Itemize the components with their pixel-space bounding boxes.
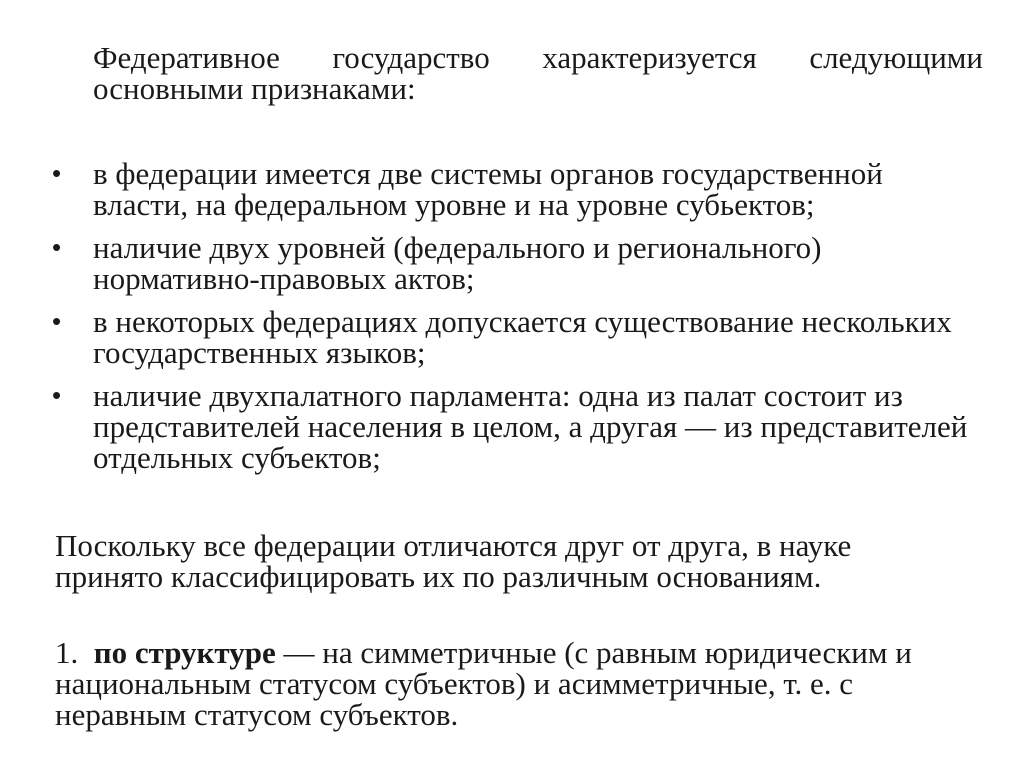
structure-paragraph — [55, 637, 975, 730]
list-item — [0, 232, 983, 294]
list-item — [0, 158, 983, 220]
bullet-icon: • — [52, 158, 62, 188]
bullet-icon: • — [52, 306, 62, 336]
list-item-text: наличие двухпалатного парламента: одна из палат состоит из представителей населения в целом, а другая — из представителей отдельных субъектов; — [93, 378, 968, 475]
bold-term: по структуре — [93, 635, 276, 670]
item-number: 1. — [55, 635, 79, 670]
structure-description: — на симметричные (с равным юридическим и национальным статусом субъектов) и асимметричные, т. е. с неравным статусом субъектов. — [55, 635, 912, 732]
intro-paragraph: Федеративное государство характеризуется следующими основными признаками: — [93, 40, 983, 106]
list-item-text: наличие двух уровней (федерального и регионального) нормативно-правовых актов; — [93, 230, 822, 296]
list-item — [0, 380, 983, 473]
classification-paragraph: Поскольку все федерации отличаются друг от друга, в науке принято классифицировать их по различным основаниям. — [55, 528, 852, 594]
list-item-text: в некоторых федерациях допускается существование нескольких государственных языков; — [93, 304, 952, 370]
list-item — [0, 306, 983, 368]
bullet-icon: • — [52, 380, 62, 410]
bullet-icon: • — [52, 232, 62, 262]
feature-list — [0, 158, 1024, 485]
list-item-text: в федерации имеется две системы органов государственной власти, на федеральном уровне и на уровне субьектов; — [93, 156, 883, 222]
